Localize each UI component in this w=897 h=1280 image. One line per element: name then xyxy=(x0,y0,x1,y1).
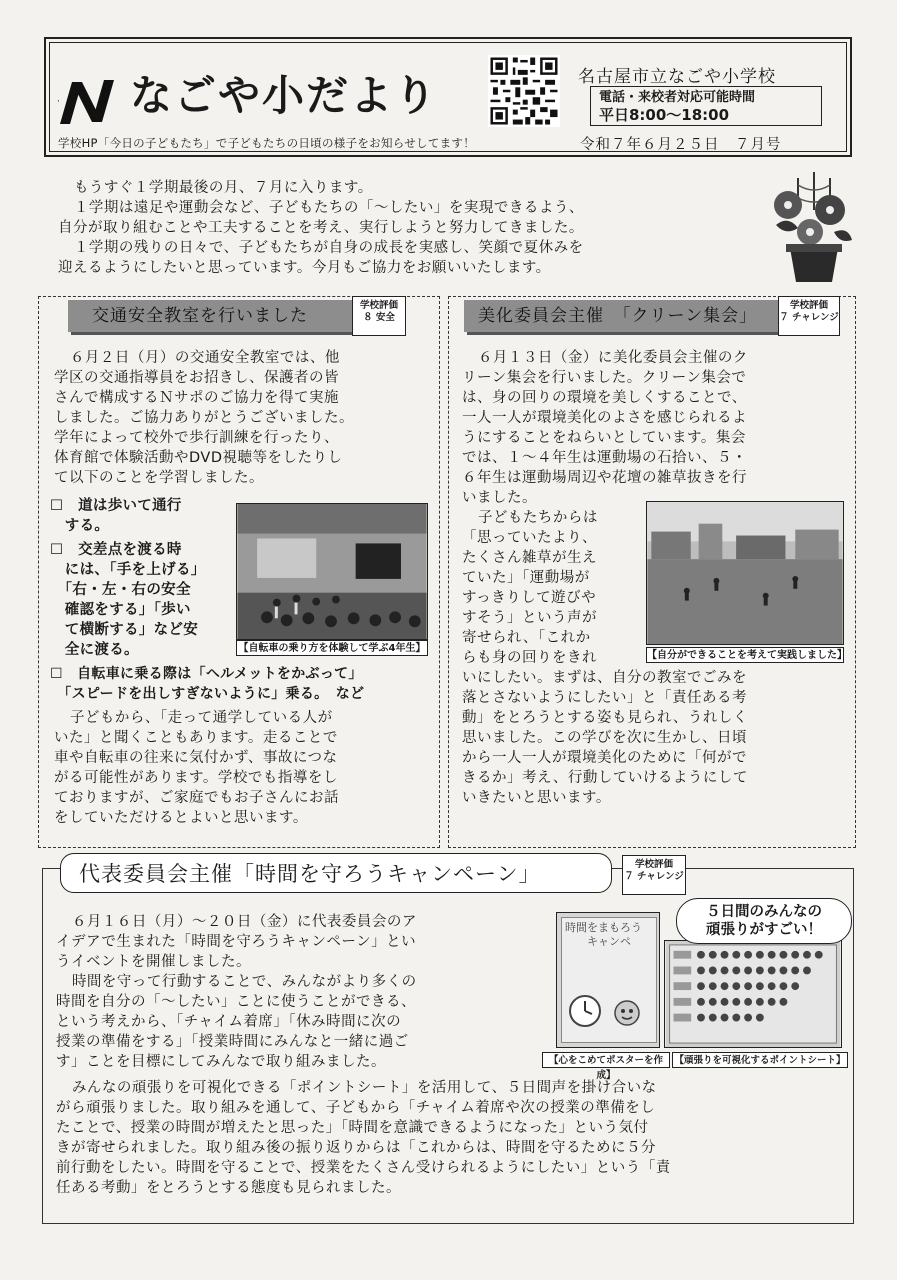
cleanup-photo-caption: 【自分ができることを考えて実践しました】 xyxy=(646,647,844,663)
traffic-para-2 xyxy=(54,708,434,828)
cleanup-heading: 美化委員会主催 「クリーン集会」 xyxy=(464,300,786,332)
text-line: 子どもたちからは xyxy=(477,510,598,526)
text-line: きるか」考え、行動していけるようにして xyxy=(462,770,748,786)
clock-icon xyxy=(567,993,603,1029)
text-line: がる可能性があります。学校でも指導をし xyxy=(54,770,338,786)
evaluation-badge xyxy=(622,855,686,895)
traffic-bullet-1 xyxy=(50,496,232,536)
text-line: て以下のことを学習しました。 xyxy=(54,470,264,486)
bubble-line: 頑張りがすごい！ xyxy=(706,922,822,938)
campaign-para-1 xyxy=(56,912,548,1072)
bullet-line: ☐ 交差点を渡る時 xyxy=(50,542,182,558)
text-line: いきたいと思います。 xyxy=(462,790,611,806)
evaluation-badge xyxy=(352,296,406,336)
text-line: 学区の交通指導員をお招きし、保護者の皆 xyxy=(54,370,339,386)
mascot-icon xyxy=(611,999,643,1029)
text-line: がら頑張りました。取り組みを通して、子どもから「チャイム着席や次の授業の準備をし xyxy=(56,1100,656,1116)
bullet-line: する。 xyxy=(50,518,110,534)
text-line: 思いました。この学びを次に生かし、日頃 xyxy=(462,730,747,746)
text-line: 落とさないようにしたい」と「責任ある考 xyxy=(462,690,747,706)
text-line: 車や自転車の往来に気付かず、事故につな xyxy=(54,750,338,766)
cleanup-para-2-narrow xyxy=(462,508,640,668)
badge-value: ７ チャレンジ xyxy=(624,871,684,882)
text-line: という考えから、「チャイム着席」「休み時間に次の xyxy=(56,1014,402,1030)
text-line: 時間を守って行動することで、みんながより多くの xyxy=(71,974,417,990)
poster-title xyxy=(565,921,642,949)
bullet-line: 「右・左・右の安全 xyxy=(50,582,191,598)
campaign-para-2 xyxy=(56,1078,848,1198)
newsletter-title: なごや小だより xyxy=(130,71,439,120)
gym-bicycle-photo xyxy=(236,503,428,640)
contact-hours-value: 平日8:00～18:00 xyxy=(599,106,730,124)
text-line: をしていただけるとよいと思います。 xyxy=(54,810,308,826)
text-line: 体育館で体験活動やDVD視聴等をしたりし xyxy=(54,450,343,466)
text-line: さんで構成するＮサポのご協力を得て実施 xyxy=(54,390,339,406)
morning-glory-icon xyxy=(768,170,860,285)
qr-code-icon[interactable] xyxy=(488,55,560,127)
text-line: す」ことを目標にしてみんなで取り組みました。 xyxy=(56,1054,386,1070)
point-sheet-caption: 【頑張りを可視化するポイントシート】 xyxy=(672,1052,848,1068)
text-line: いにしたい。まずは、自分の教室でごみを xyxy=(462,670,747,686)
text-line: すそう」という声が xyxy=(462,610,597,626)
bullet-line: ☐ 自転車に乗る際は「ヘルメットをかぶって」 xyxy=(50,666,363,682)
speech-bubble xyxy=(676,898,852,944)
traffic-bullet-3 xyxy=(50,664,440,704)
text-line: から一人一人が環境美化のために「何がで xyxy=(462,750,747,766)
poster-line: キャンペ xyxy=(587,935,631,948)
text-line: 「思っていたより、 xyxy=(462,530,597,546)
text-line: きが寄せられました。取り組み後の振り返りからは「これからは、時間を守るために５分 xyxy=(56,1140,656,1156)
text-line: しました。ご協力ありがとうございました。 xyxy=(54,410,354,426)
traffic-photo-caption: 【自転車の乗り方を体験して学ぶ4年生】 xyxy=(236,640,428,656)
text-line: ておりますが、ご家庭でもお子さんにお話 xyxy=(54,790,339,806)
intro-text xyxy=(58,178,758,278)
text-line: たくさん雑草が生え xyxy=(462,550,597,566)
schoolyard-photo xyxy=(646,501,844,645)
contact-hours-box xyxy=(590,86,822,126)
traffic-safety-heading: 交通安全教室を行いました xyxy=(68,300,354,332)
bullet-line: 確認をする」「歩い xyxy=(50,602,191,618)
text-line: では、１～４年生は運動場の石拾い、５・ xyxy=(462,450,747,466)
campaign-heading: 代表委員会主催「時間を守ろうキャンペーン」 xyxy=(60,853,612,893)
intro-line: もうすぐ１学期最後の月、７月に入ります。 xyxy=(73,180,373,196)
bullet-line: て横断する」など安 xyxy=(50,622,198,638)
text-line: 任ある考動」をとろうとする態度も見られました。 xyxy=(56,1180,401,1196)
poster-line: 時間をまもろう xyxy=(565,921,642,934)
text-line: 授業の準備をする」「授業時間にみんなと一緒に過ご xyxy=(56,1034,409,1050)
bullet-line: 全に渡る。 xyxy=(50,642,139,658)
text-line: ６月２日（月）の交通安全教室では、他 xyxy=(69,350,340,366)
badge-label: 学校評価 xyxy=(789,300,828,311)
text-line: みんなの頑張りを可視化できる「ポイントシート」を活用して、５日間声を掛け合いな xyxy=(71,1080,657,1096)
text-line: うにすることをねらいとしています。集会 xyxy=(462,430,746,446)
bubble-line: ５日間のみんなの xyxy=(706,904,822,920)
point-sheet-photo xyxy=(664,940,842,1048)
bullet-line: ☐ 道は歩いて通行 xyxy=(50,498,182,514)
badge-label: 学校評価 xyxy=(634,859,673,870)
intro-line: １学期の残りの日々で、子どもたちが自身の成長を実感し、笑顔で夏休みを xyxy=(73,240,584,256)
text-line: イデアで生まれた「時間を守ろうキャンペーン」とい xyxy=(56,934,417,950)
intro-line: 迎えるようにしたいと思っています。今月もご協力をお願いいたします。 xyxy=(58,260,551,276)
text-line: ６月１３日（金）に美化委員会主催のク xyxy=(477,350,748,366)
text-line: は、身の回りの環境を美しくすることで、 xyxy=(462,390,747,406)
poster-photo xyxy=(556,912,660,1048)
text-line: いました。 xyxy=(462,490,537,506)
intro-line: 自分が取り組むことや工夫することを考え、実行しようと努力してきました。 xyxy=(58,220,584,236)
text-line: 子どもから、「走って通学している人が xyxy=(69,710,333,726)
text-line: らも身の回りをきれ xyxy=(462,650,597,666)
traffic-bullet-2 xyxy=(50,540,232,660)
poster-caption: 【心をこめてポスターを作成】 xyxy=(542,1052,670,1068)
text-line: たことで、授業の時間が増えたと思った」「時間を意識できるようになった」という気付 xyxy=(56,1120,649,1136)
badge-label: 学校評価 xyxy=(359,300,398,311)
badge-value: ７ チャレンジ xyxy=(779,312,839,323)
school-name: 名古屋市立なごや小学校 xyxy=(578,67,776,87)
text-line: 動」をとろうとする姿も見られ、うれしく xyxy=(462,710,748,726)
text-line: ていた」「運動場が xyxy=(462,570,590,586)
logo-mark-icon xyxy=(58,78,124,126)
issue-date: 令和７年６月２５日 ７月号 xyxy=(580,137,782,153)
text-line: すっきりして遊びや xyxy=(462,590,597,606)
cleanup-para-1 xyxy=(462,348,850,508)
bullet-line: には、「手を上げる」 xyxy=(50,562,206,578)
bullet-line: 「スピードを出しすぎないように」乗る。 など xyxy=(50,686,365,702)
text-line: 一人一人が環境美化のよさを感じられるよ xyxy=(462,410,747,426)
text-line: いた」と聞くこともあります。走ることで xyxy=(54,730,338,746)
badge-value: ８ 安全 xyxy=(363,312,395,323)
text-line: 学年によって校外で歩行訓練を行ったり、 xyxy=(54,430,339,446)
traffic-para-1 xyxy=(54,348,434,488)
contact-hours-label: 電話・来校者対応可能時間 xyxy=(599,90,756,105)
text-line: 寄せられ、「これか xyxy=(462,630,591,646)
text-line: うイベントを開催しました。 xyxy=(56,954,251,970)
text-line: 前行動をしたい。時間を守ることで、授業をたくさん受けられるようにしたい」という「責 xyxy=(56,1160,671,1176)
cleanup-para-2-wide xyxy=(462,668,850,808)
text-line: リーン集会を行いました。クリーン集会で xyxy=(462,370,747,386)
homepage-notice: 学校HP「今日の子どもたち」で子どもたちの日頃の様子をお知らせしてます！ xyxy=(58,136,476,150)
text-line: ６月１６日（月）～２０日（金）に代表委員会のア xyxy=(71,914,417,930)
intro-line: １学期は遠足や運動会など、子どもたちの「～したい」を実現できるよう、 xyxy=(73,200,584,216)
text-line: ６年生は運動場周辺や花壇の雑草抜きを行 xyxy=(462,470,747,486)
text-line: 時間を自分の「～したい」ことに使うことができる、 xyxy=(56,994,416,1010)
evaluation-badge xyxy=(778,296,840,336)
